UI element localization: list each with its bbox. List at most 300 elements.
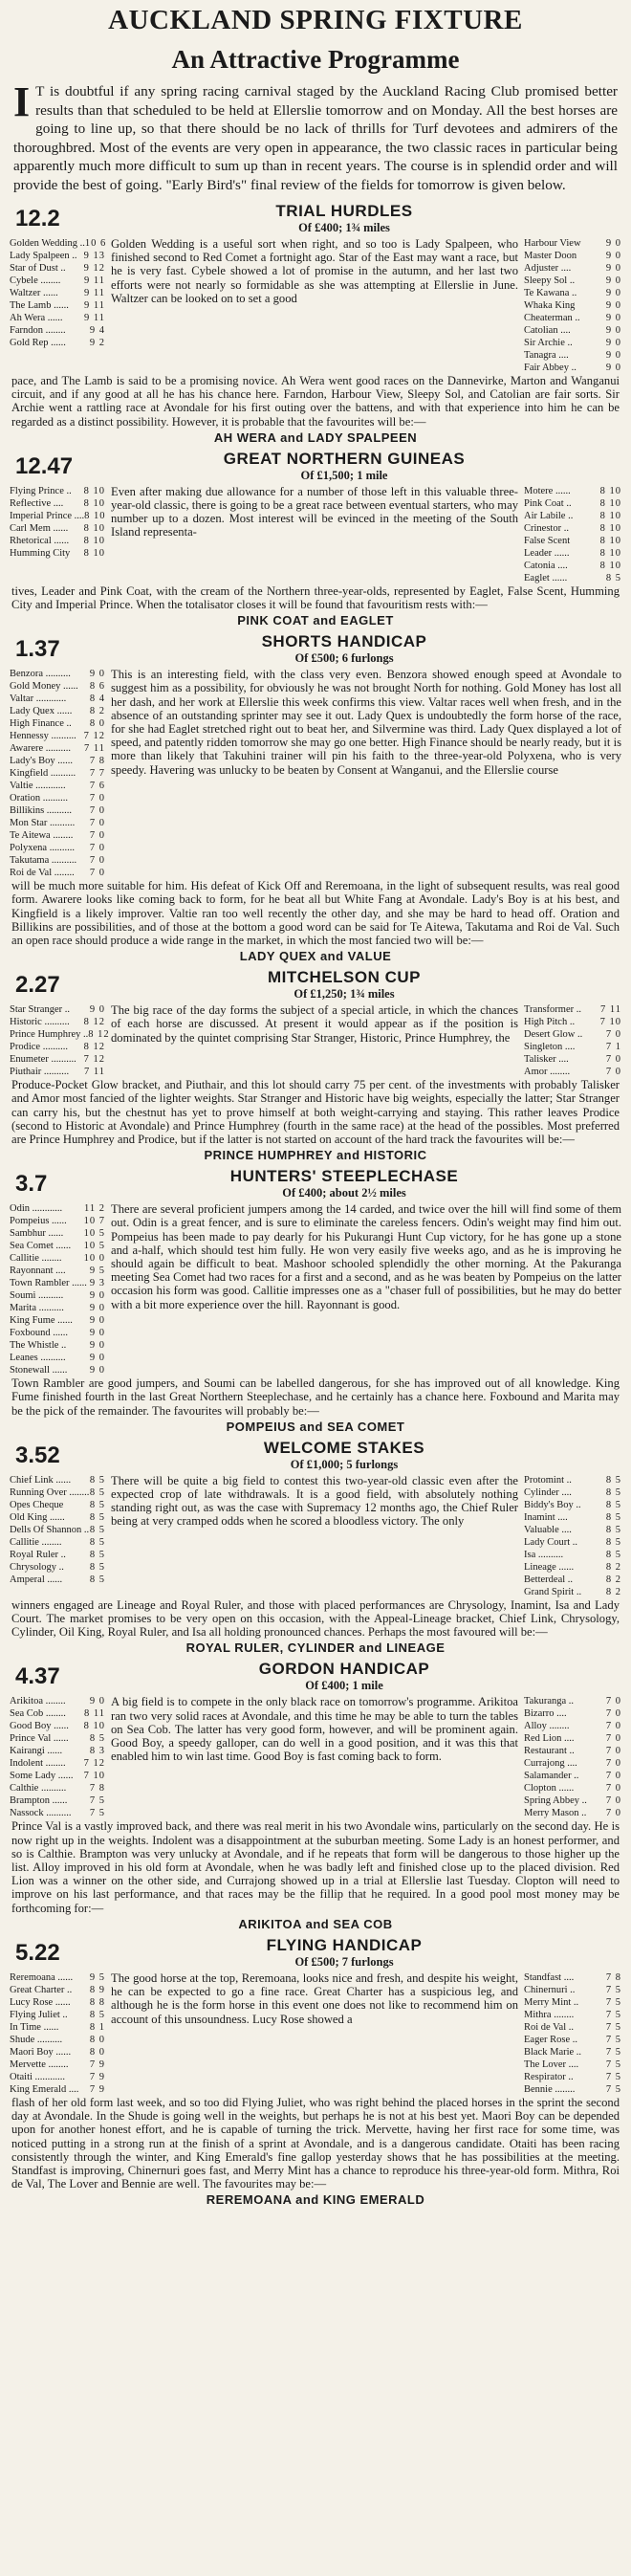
horse-weight: 7 8 <box>605 1971 621 1983</box>
entries-right <box>524 1003 621 1078</box>
horse-name: Flying Juliet .. <box>10 2009 68 2020</box>
horse-weight: 8 9 <box>89 1984 105 1995</box>
horse-weight: 9 0 <box>605 238 621 249</box>
horse-name: Tanagra .... <box>524 350 569 361</box>
entry-row <box>10 680 105 693</box>
horse-weight: 8 5 <box>89 1511 105 1523</box>
entry-row <box>524 1794 621 1807</box>
entry-row <box>524 2059 621 2071</box>
entry-row <box>524 1499 621 1511</box>
horse-name: Transformer .. <box>524 1004 581 1016</box>
horse-name: Old King ...... <box>10 1511 65 1523</box>
horse-name: Crinestor .. <box>524 522 569 534</box>
horse-weight: 7 0 <box>605 1795 621 1807</box>
horse-weight: 7 9 <box>89 2071 105 2082</box>
race-stake: Of £400; 1¾ miles <box>298 221 390 234</box>
horse-name: Otaiti ............ <box>10 2071 66 2082</box>
horse-weight: 7 12 <box>83 1054 105 1066</box>
horse-weight: 7 0 <box>605 1783 621 1794</box>
horse-name: Benzora .......... <box>10 669 71 680</box>
horse-name: Leanes .......... <box>10 1353 66 1364</box>
entry-row <box>10 1574 105 1586</box>
horse-name: Lady Spalpeen .. <box>10 251 77 261</box>
horse-name: Sleepy Sol .. <box>524 275 576 286</box>
entry-row <box>10 1474 105 1486</box>
horse-weight: 9 0 <box>605 251 621 261</box>
race-time: 3.52 <box>15 1442 60 1468</box>
horse-weight: 8 5 <box>89 1499 105 1510</box>
horse-weight: 7 0 <box>89 830 105 842</box>
entry-row <box>524 1486 621 1499</box>
horse-weight: 7 0 <box>89 868 105 879</box>
horse-name: Eaglet ...... <box>524 572 568 583</box>
horse-name: Piuthair .......... <box>10 1067 70 1078</box>
entry-row <box>10 867 105 879</box>
horse-weight: 8 5 <box>89 2009 105 2020</box>
race-selection: PINK COAT and EAGLET <box>237 613 394 628</box>
horse-weight: 8 12 <box>83 1042 105 1053</box>
entry-row <box>524 1053 621 1066</box>
race-preview: Golden Wedding is a useful sort when right, and so too is Lady Spalpeen, who finished second to Red Comet a fortnight ago. Star of the East may want a race, but he is very fast. Cybele showed a lot of promise in the autumn, and her last two efforts were not nearly so formidable as she was attempting at Ellerslie in June. Waltzer can be looked on to set a good <box>111 237 518 305</box>
horse-name: Te Kawana .. <box>524 288 577 298</box>
race-4 <box>10 968 621 1163</box>
horse-name: Spring Abbey .. <box>524 1795 587 1807</box>
horse-name: Marita .......... <box>10 1303 64 1314</box>
horse-weight: 7 0 <box>605 1708 621 1720</box>
race-2 <box>10 450 621 628</box>
entry-row <box>524 1524 621 1536</box>
horse-weight: 9 0 <box>89 1328 105 1339</box>
horse-weight: 8 2 <box>605 1561 621 1573</box>
intro-paragraph <box>13 78 618 194</box>
race-title: WELCOME STAKES <box>263 1438 425 1457</box>
horse-name: Polyxena .......... <box>10 843 75 854</box>
entry-row <box>10 275 105 287</box>
race-body <box>10 1202 621 1376</box>
horse-weight: 7 5 <box>605 2059 621 2070</box>
horse-weight: 8 10 <box>599 535 621 546</box>
entry-row <box>10 1707 105 1720</box>
horse-weight: 10 6 <box>84 238 107 249</box>
horse-name: Leader ...... <box>524 547 570 559</box>
horse-name: Sea Comet ...... <box>10 1241 72 1252</box>
entries-left <box>10 237 105 349</box>
horse-weight: 9 0 <box>605 350 621 361</box>
horse-name: King Emerald .... <box>10 2083 79 2095</box>
race-5 <box>10 1167 621 1435</box>
horse-name: Lucy Rose ...... <box>10 1996 71 2008</box>
horse-name: Catolian .... <box>524 325 571 336</box>
entry-row <box>10 1807 105 1819</box>
horse-name: Desert Glow .. <box>524 1029 583 1041</box>
horse-name: Arikitoa ........ <box>10 1696 66 1707</box>
horse-name: Merry Mint .. <box>524 1996 579 2008</box>
entry-row <box>10 755 105 767</box>
race-selection: ARIKITOA and SEA COB <box>238 1916 393 1931</box>
horse-weight: 8 10 <box>599 485 621 496</box>
entry-row <box>524 262 621 275</box>
race-title: SHORTS HANDICAP <box>261 632 427 651</box>
horse-weight: 9 0 <box>605 338 621 348</box>
entry-row <box>10 312 105 324</box>
horse-weight: 7 0 <box>605 1733 621 1745</box>
horse-weight: 10 7 <box>83 1216 105 1227</box>
horse-weight: 7 11 <box>600 1004 621 1016</box>
horse-name: Kingfield .......... <box>10 768 76 780</box>
horse-weight: 10 5 <box>83 1228 105 1240</box>
horse-name: Eager Rose .. <box>524 2034 577 2045</box>
horse-weight: 7 0 <box>605 1721 621 1732</box>
horse-weight: 7 0 <box>605 1808 621 1819</box>
horse-weight: 9 12 <box>83 263 105 274</box>
horse-weight: 8 4 <box>89 694 105 705</box>
horse-weight: 9 0 <box>605 363 621 373</box>
horse-weight: 8 10 <box>599 522 621 534</box>
entry-row <box>10 1240 105 1252</box>
entry-row <box>10 2046 105 2059</box>
horse-name: King Fume ...... <box>10 1315 73 1327</box>
horse-name: Good Boy ...... <box>10 1721 69 1732</box>
entry-row <box>10 2071 105 2083</box>
horse-name: Bennie ........ <box>524 2083 576 2095</box>
race-time: 1.37 <box>15 636 60 663</box>
entry-row <box>524 2009 621 2021</box>
horse-weight: 8 2 <box>605 1586 621 1597</box>
horse-name: Sambhur ...... <box>10 1228 64 1240</box>
horse-weight: 9 11 <box>84 275 105 286</box>
horse-weight: 7 9 <box>89 2083 105 2095</box>
horse-weight: 9 0 <box>605 300 621 311</box>
race-stake: Of £500; 6 furlongs <box>294 651 394 666</box>
horse-weight: 9 5 <box>89 1971 105 1983</box>
horse-name: Pink Coat .. <box>524 497 572 509</box>
horse-weight: 8 5 <box>89 1574 105 1585</box>
race-time: 3.7 <box>15 1171 48 1198</box>
horse-weight: 8 10 <box>599 510 621 521</box>
horse-name: False Scent <box>524 535 571 546</box>
entry-row <box>10 717 105 730</box>
horse-weight: 10 5 <box>83 1241 105 1252</box>
horse-name: Lady's Boy ...... <box>10 756 74 767</box>
horse-weight: 7 5 <box>605 2083 621 2095</box>
horse-weight: 9 0 <box>89 1004 105 1016</box>
horse-weight: 9 2 <box>89 338 105 348</box>
horse-name: Gold Rep ...... <box>10 338 66 348</box>
race-selection: ROYAL RULER, CYLINDER and LINEAGE <box>185 1640 446 1656</box>
horse-name: Prince Humphrey .. <box>10 1029 89 1041</box>
horse-weight: 8 5 <box>605 1474 621 1486</box>
race-3 <box>10 632 621 964</box>
entry-row <box>10 1782 105 1794</box>
horse-name: Carl Mem ...... <box>10 522 69 534</box>
horse-name: Biddy's Boy .. <box>524 1499 581 1510</box>
entries-right <box>524 1695 621 1819</box>
horse-weight: 9 0 <box>605 313 621 323</box>
horse-name: High Finance .. <box>10 718 72 730</box>
horse-name: Te Aitewa ........ <box>10 830 74 842</box>
race-stake: Of £1,000; 5 furlongs <box>290 1457 399 1471</box>
race-time: 2.27 <box>15 972 60 999</box>
horse-name: Grand Spirit .. <box>524 1586 582 1597</box>
entry-row <box>10 817 105 829</box>
entries-left <box>10 1474 105 1586</box>
horse-name: Inamint .... <box>524 1511 568 1523</box>
horse-weight: 8 5 <box>89 1486 105 1498</box>
horse-weight: 8 3 <box>89 1746 105 1757</box>
horse-name: Reremoana ...... <box>10 1971 74 1983</box>
horse-name: Sir Archie .. <box>524 338 573 348</box>
entry-row <box>10 829 105 842</box>
entry-row <box>10 792 105 804</box>
horse-weight: 8 5 <box>605 1549 621 1560</box>
entry-row <box>524 2021 621 2034</box>
horse-weight: 9 0 <box>605 275 621 286</box>
horse-name: Whaka King <box>524 300 576 311</box>
horse-weight: 8 5 <box>89 1561 105 1573</box>
horse-weight: 8 12 <box>88 1029 110 1041</box>
race-stake: Of £500; 7 furlongs <box>294 1954 394 1969</box>
horse-name: Harbour View <box>524 238 581 249</box>
race-body <box>10 1474 621 1598</box>
horse-name: Roi de Val ........ <box>10 868 75 879</box>
horse-weight: 8 5 <box>605 1511 621 1523</box>
horse-weight: 9 11 <box>84 288 105 298</box>
horse-weight: 7 5 <box>605 2046 621 2058</box>
entry-row <box>524 1474 621 1486</box>
entry-row <box>524 1561 621 1574</box>
entry-row <box>10 1770 105 1782</box>
horse-name: Respirator .. <box>524 2071 574 2082</box>
horse-weight: 8 0 <box>89 718 105 730</box>
entry-row <box>10 1277 105 1289</box>
horse-weight: 8 5 <box>89 1474 105 1486</box>
horse-name: Brampton ...... <box>10 1795 68 1807</box>
horse-weight: 9 0 <box>89 1315 105 1327</box>
entry-row <box>10 299 105 312</box>
horse-name: Restaurant .. <box>524 1746 575 1757</box>
horse-name: Oration .......... <box>10 793 68 804</box>
entry-row <box>524 1984 621 1996</box>
horse-weight: 8 5 <box>605 1536 621 1548</box>
horse-name: Rhetorical ...... <box>10 535 70 546</box>
horse-weight: 7 10 <box>83 1771 105 1782</box>
horse-name: Odin ............ <box>10 1203 63 1215</box>
horse-weight: 8 12 <box>83 1017 105 1028</box>
entry-row <box>10 522 105 535</box>
horse-name: Prince Val ...... <box>10 1733 69 1745</box>
dropcap: I <box>13 78 31 125</box>
horse-weight: 9 11 <box>84 300 105 311</box>
horse-name: Adjuster .... <box>524 263 572 274</box>
horse-name: Singleton .... <box>524 1042 576 1053</box>
entries-right <box>524 237 621 374</box>
masthead: AUCKLAND SPRING FIXTURE <box>108 5 523 35</box>
entry-row <box>524 1807 621 1819</box>
race-stake: Of £400; about 2½ miles <box>282 1186 406 1200</box>
entry-row <box>10 1720 105 1732</box>
horse-weight: 7 5 <box>605 2009 621 2020</box>
horse-name: Foxbound ...... <box>10 1328 68 1339</box>
horse-weight: 7 5 <box>89 1808 105 1819</box>
horse-weight: 8 10 <box>83 535 105 546</box>
horse-name: Currajong .... <box>524 1758 577 1770</box>
entry-row <box>10 705 105 717</box>
entry-row <box>10 1971 105 1984</box>
entry-row <box>524 572 621 584</box>
entry-row <box>10 1339 105 1352</box>
entry-row <box>10 2083 105 2096</box>
race-body <box>10 237 621 374</box>
race-time: 4.37 <box>15 1663 60 1690</box>
race-title: HUNTERS' STEEPLECHASE <box>229 1167 459 1186</box>
entry-row <box>10 262 105 275</box>
horse-name: In Time ...... <box>10 2021 59 2033</box>
entry-row <box>524 1782 621 1794</box>
race-6 <box>10 1439 621 1657</box>
entry-row <box>10 1028 110 1041</box>
horse-name: Historic .......... <box>10 1017 70 1028</box>
horse-weight: 8 5 <box>605 572 621 583</box>
race-stake: Of £400; 1 mile <box>305 1679 383 1693</box>
horse-name: Lady Quex ...... <box>10 706 73 717</box>
horse-name: Catonia .... <box>524 560 568 571</box>
horse-weight: 9 11 <box>84 313 105 323</box>
horse-weight: 8 2 <box>89 706 105 717</box>
horse-weight: 9 3 <box>89 1278 105 1289</box>
race-preview-continued: tives, Leader and Pink Coat, with the cream of the Northern three-year-olds, represented by Eaglet, False Scent, Humming City and Imperial Prince. When the totalisator closes it will be found that favouritism rests with:— <box>11 583 620 612</box>
entry-row <box>10 842 105 854</box>
race-body <box>10 1971 621 2096</box>
horse-name: Valtar ............ <box>10 694 67 705</box>
race-preview: This is an interesting field, with the class very even. Benzora showed enough speed at Avondale to suggest him as a possibility, for obviously he was not brought North for nothing. Gold Money has lost all her dash, and her work at Ellerslie this week confirms this view. Valtar races well when fresh, and in the absence of an outstanding sprinter may see it out. Lady Quex is undoubtedly the form horse of the race, for she had Eaglet stretched right out to beat her, and Silvermine was third. Lady Quex displayed a lot of speed, and patently ridden tomorrow she may go one better. High Finance should be nearly ready, but it is more than likely that Takuhini trainer will pin his faith to the three-year-old Polyxena, who is very speedy. Havering was unlucky to be beaten by Consent at Wanganui, and the Ellerslie course <box>111 668 621 777</box>
horse-weight: 7 12 <box>83 1758 105 1770</box>
entry-row <box>10 1289 105 1302</box>
horse-name: Farndon ........ <box>10 325 66 336</box>
entry-row <box>10 1016 105 1028</box>
horse-weight: 9 0 <box>89 1290 105 1302</box>
entry-row <box>524 1996 621 2009</box>
horse-weight: 7 0 <box>605 1054 621 1066</box>
entry-row <box>524 535 621 547</box>
race-preview-continued: will be much more suitable for him. His defeat of Kick Off and Reremoana, in the light of subsequent results, was real good form. Awarere looks like coming back to form, for he beat all but White Fang at Avondale. Lady's Boy is at his best, and Kingfield is a likely improver. Valtie ran too well recently the other day, and she may be hard to head off. Oration and Billikins are possibilities, and of those at the bottom a good word can be said for Te Aitewa, Takutama and Roi de Val. Such an open race should produce a wide range in the market, in which the most fancied two will be:— <box>11 879 620 948</box>
horse-weight: 8 10 <box>599 547 621 559</box>
horse-weight: 8 1 <box>89 2021 105 2033</box>
horse-weight: 7 1 <box>605 1042 621 1053</box>
horse-weight: 7 5 <box>605 2034 621 2045</box>
race-title: GORDON HANDICAP <box>258 1660 430 1679</box>
entry-row <box>10 1227 105 1240</box>
entry-row <box>524 250 621 262</box>
horse-weight: 7 0 <box>605 1696 621 1707</box>
horse-weight: 7 0 <box>89 818 105 829</box>
horse-weight: 7 5 <box>605 2021 621 2033</box>
entry-row <box>524 299 621 312</box>
entry-row <box>10 287 105 299</box>
entry-row <box>10 1757 105 1770</box>
entry-row <box>524 287 621 299</box>
entries-right <box>524 1474 621 1598</box>
entry-row <box>10 1996 105 2009</box>
race-selection: LADY QUEX and VALUE <box>239 949 392 964</box>
entry-row <box>10 1511 105 1524</box>
horse-name: Calthie .......... <box>10 1783 67 1794</box>
entry-row <box>524 312 621 324</box>
horse-name: Running Over ........ <box>10 1486 90 1498</box>
horse-weight: 9 0 <box>89 1340 105 1352</box>
horse-name: Imperial Prince .... <box>10 510 85 521</box>
entry-row <box>10 742 105 755</box>
entry-row <box>10 2009 105 2021</box>
entry-row <box>10 324 105 337</box>
horse-weight: 11 2 <box>84 1203 105 1215</box>
horse-weight: 8 5 <box>605 1524 621 1535</box>
horse-name: Soumi .......... <box>10 1290 64 1302</box>
entry-row <box>10 668 105 680</box>
entry-row <box>524 1536 621 1549</box>
race-body <box>10 668 621 879</box>
entry-row <box>10 1302 105 1314</box>
horse-weight: 7 8 <box>89 1783 105 1794</box>
horse-weight: 9 0 <box>89 1696 105 1707</box>
horse-weight: 7 5 <box>605 2071 621 2082</box>
race-body <box>10 485 621 584</box>
entry-row <box>10 1486 105 1499</box>
entry-row <box>10 1314 105 1327</box>
horse-weight: 7 0 <box>89 805 105 817</box>
horse-name: Alloy ........ <box>524 1721 570 1732</box>
entry-row <box>524 1720 621 1732</box>
horse-weight: 7 8 <box>89 756 105 767</box>
entry-row <box>524 547 621 560</box>
horse-weight: 8 10 <box>83 497 105 509</box>
horse-name: Shude .......... <box>10 2034 63 2045</box>
horse-name: Takuranga .. <box>524 1696 575 1707</box>
horse-name: Chrysology .. <box>10 1561 64 1573</box>
entry-row <box>10 1695 105 1707</box>
entry-row <box>524 1971 621 1984</box>
horse-name: Takutama .......... <box>10 855 77 867</box>
entry-row <box>10 1066 105 1078</box>
horse-name: Town Rambler ...... <box>10 1278 87 1289</box>
horse-name: Some Lady ...... <box>10 1771 74 1782</box>
horse-name: Humming City <box>10 547 71 559</box>
entry-row <box>524 1745 621 1757</box>
entry-row <box>10 1499 105 1511</box>
entry-row <box>10 767 105 780</box>
horse-name: Mon Star .......... <box>10 818 76 829</box>
horse-name: Fair Abbey .. <box>524 363 577 373</box>
horse-name: The Lover .... <box>524 2059 579 2070</box>
entry-row <box>524 1574 621 1586</box>
horse-name: Chief Link ...... <box>10 1474 72 1486</box>
horse-name: Isa .......... <box>524 1549 564 1560</box>
horse-name: Kairangi ...... <box>10 1746 63 1757</box>
entry-row <box>10 547 105 560</box>
entries-right <box>524 1971 621 2096</box>
horse-weight: 8 5 <box>605 1499 621 1510</box>
horse-weight: 7 0 <box>605 1758 621 1770</box>
horse-weight: 8 6 <box>89 681 105 693</box>
entry-row <box>524 497 621 510</box>
horse-weight: 8 10 <box>83 547 105 559</box>
horse-weight: 7 0 <box>605 1029 621 1041</box>
race-title: FLYING HANDICAP <box>266 1935 423 1954</box>
horse-weight: 7 10 <box>599 1017 621 1028</box>
race-stake: Of £1,250; 1¾ miles <box>294 987 395 1002</box>
horse-name: Ah Wera ...... <box>10 313 63 323</box>
horse-name: The Whistle .. <box>10 1340 67 1352</box>
horse-weight: 8 11 <box>84 1708 105 1720</box>
